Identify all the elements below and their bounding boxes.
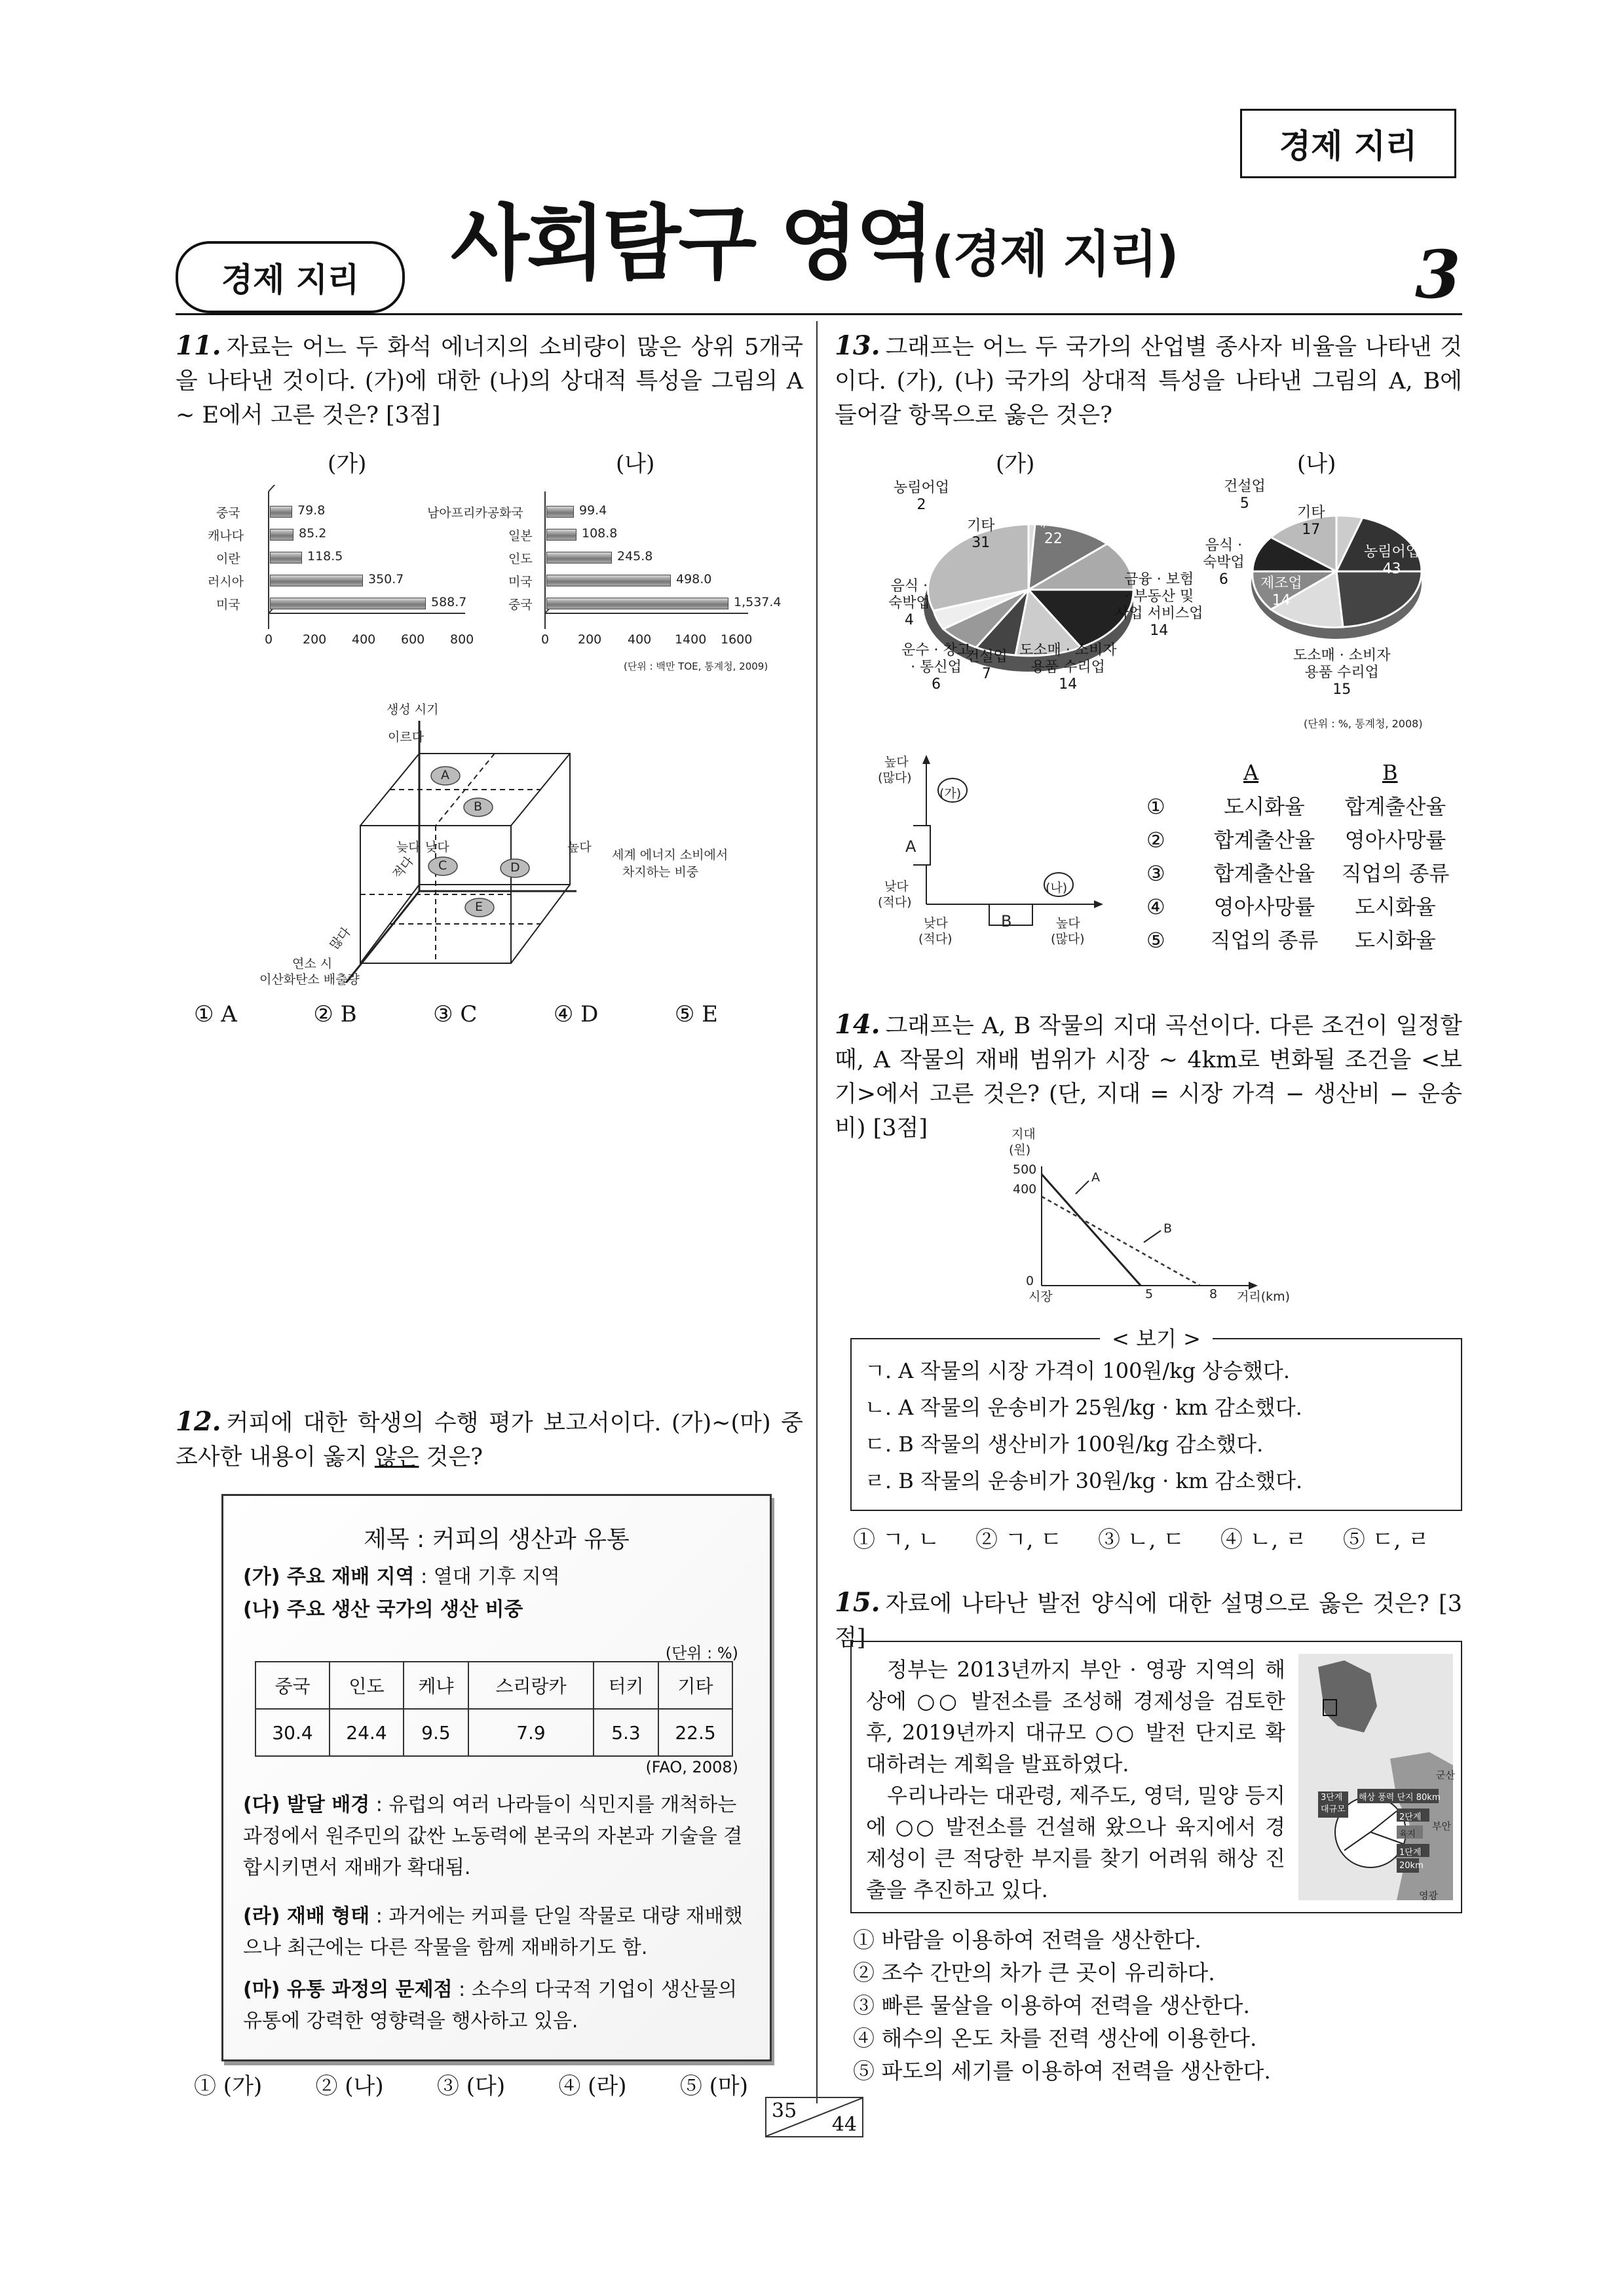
q14-bogi-item-3: ㄷ. B 작물의 생산비가 100원/kg 감소했다. — [865, 1432, 1264, 1457]
q13-stem — [835, 329, 1462, 432]
q12-item-ma — [243, 1974, 747, 2037]
q11-ga-value-3: 350.7 — [368, 572, 404, 586]
q12-th-3: 스리랑카 — [468, 1662, 594, 1709]
q14-line-b — [1042, 1196, 1200, 1286]
q13-axis-a: A — [905, 837, 916, 856]
q13-answer-4[interactable]: ④ 영아사망률 도시화율 — [1146, 894, 1436, 919]
q12-da-body: : 유럽의 여러 나라들이 식민지를 개척하는 과정에서 원주민의 값싼 노동력에 본국의 자본과 기술을 결합시키면서 재배가 확대됨. — [243, 1793, 743, 1879]
q11-cube-point-a: A — [441, 768, 449, 782]
q11-cube-late: 늦다 — [396, 840, 421, 854]
column-divider — [816, 321, 818, 2103]
q11-na-bar-2 — [546, 552, 612, 564]
q13-axis-high-many: (많다) — [878, 771, 912, 785]
header-rule — [176, 313, 1462, 315]
q11-text: 자료는 어느 두 화석 에너지의 소비량이 많은 상위 5개국을 나타낸 것이다. (가)에 대한 (나)의 상대적 특성을 그림의 A ~ E에서 고른 것은? [3점] — [176, 334, 803, 429]
q11-number: 11. — [176, 330, 221, 361]
q15-paragraphs — [866, 1654, 1285, 1905]
q13-answer-3[interactable]: ③ 합계출산율 직업의 종류 — [1146, 861, 1450, 886]
q14-bogi-box — [850, 1326, 1462, 1511]
title-sub: (경제 지리) — [931, 225, 1178, 283]
q11-options — [194, 1001, 718, 1027]
q12-th-5: 기타 — [658, 1662, 732, 1709]
q12-td-0: 30.4 — [255, 1709, 330, 1756]
q13-answer-1[interactable]: ① 도시화율 합계출산율 — [1146, 794, 1446, 819]
q14-bogi-item-4: ㄹ. B 작물의 운송비가 30원/kg · km 감소했다. — [865, 1468, 1303, 1493]
q11-ga-bar-3 — [270, 575, 363, 586]
q12-td-1: 24.4 — [330, 1709, 404, 1756]
q14-y500: 500 — [1013, 1162, 1037, 1177]
page-counter — [765, 2097, 863, 2137]
q14-label-a: A — [1091, 1170, 1100, 1185]
q13-axis-bl: 낮다 — [924, 916, 948, 930]
q12-td-5: 22.5 — [658, 1709, 732, 1756]
q12-ra-head: (라) 재배 형태 — [243, 1905, 370, 1928]
q13-axis-br: 높다 — [1056, 916, 1080, 930]
q14-option-1[interactable]: ① ㄱ, ㄴ — [853, 1527, 940, 1553]
page-counter-current: 35 — [772, 2099, 797, 2122]
q11-ga-bar-1 — [270, 529, 293, 541]
q13-answer-head-a: A — [1243, 760, 1259, 785]
q11-ga-tick-2: 400 — [352, 632, 376, 647]
q11-cube-early: 이르다 — [388, 730, 425, 744]
q13-ga-jejo: 제조업 22 — [1032, 514, 1074, 547]
q15-map-gunsan: 군산 — [1436, 1769, 1455, 1781]
q13-unit: (단위 : %, 통계청, 2008) — [1304, 718, 1423, 730]
q11-ga-bar-2 — [270, 552, 302, 564]
q11-ga-bar-4 — [270, 598, 426, 609]
q14-bogi-item-2: ㄴ. A 작물의 운송비가 25원/kg · km 감소했다. — [865, 1395, 1302, 1420]
q13-ga-fin: 금융 · 보험 · 부동산 및 사업 서비스업 14 — [1115, 571, 1203, 639]
q15-options — [853, 1924, 1456, 2088]
q11-cube-point-b: B — [474, 799, 483, 814]
q14-ylabel-1: 지대 — [1011, 1127, 1036, 1141]
q13-answer-5[interactable]: ⑤ 직업의 종류 도시화율 — [1146, 928, 1436, 953]
q11-cube-x-axis-2: 차지하는 비중 — [622, 865, 699, 879]
q13-axis-ga: (가) — [939, 786, 962, 801]
q13-ga-label: (가) — [996, 451, 1035, 477]
q12-ga-head: (가) 주요 재배 지역 — [243, 1565, 415, 1588]
q11-na-value-2: 245.8 — [617, 549, 653, 564]
q11-ga-bar-0 — [270, 506, 292, 518]
q13-na-label: (나) — [1297, 451, 1336, 477]
q13-ga-food: 음식 · 숙박업 4 — [888, 578, 930, 628]
q12-ma-head: (마) 유통 과정의 문제점 — [243, 1978, 453, 2001]
q11-na-value-4: 1,537.4 — [734, 595, 782, 609]
q13-na-food: 음식 · 숙박업 6 — [1203, 537, 1245, 588]
q12-item-na — [243, 1594, 754, 1626]
q12-th-4: 터키 — [594, 1662, 658, 1709]
q15-number: 15. — [835, 1587, 880, 1618]
q11-ga-tick-0: 0 — [265, 632, 273, 647]
q14-x5: 5 — [1145, 1287, 1154, 1301]
table-row — [255, 1662, 732, 1709]
q11-ga-value-0: 79.8 — [297, 503, 326, 518]
q13-axis-low: 낮다 — [884, 879, 909, 894]
q12-option-3[interactable]: ③ (다) — [436, 2073, 506, 2099]
q12-option-1[interactable]: ① (가) — [194, 2073, 263, 2099]
q12-ga-body: : 열대 기후 지역 — [414, 1565, 560, 1588]
q13-na-jejo: 제조업 14 — [1260, 575, 1302, 609]
q13-ga-sal: 도소매 · 소비자 용품 수리업 14 — [1019, 642, 1117, 693]
q11-na-bar-4 — [546, 598, 728, 609]
q12-th-1: 인도 — [330, 1662, 404, 1709]
q13-axis-bl2: (적다) — [918, 932, 953, 946]
q11-na-tick-4: 1600 — [721, 632, 753, 647]
q15-map-l7: 육지 — [1399, 1829, 1416, 1839]
q13-axis-na: (나) — [1046, 881, 1068, 895]
q12-report — [221, 1494, 772, 2061]
q11-na-bar-3 — [546, 575, 671, 586]
q11-ga-country-1: 캐나다 — [208, 529, 244, 543]
q11-option-2[interactable]: ② B — [313, 1001, 357, 1027]
q13-axis-b: B — [1001, 912, 1012, 930]
q11-cube-z-axis-1: 연소 시 — [292, 957, 333, 971]
table-row — [255, 1709, 732, 1756]
q14-option-3[interactable]: ③ ㄴ, ㄷ — [1097, 1527, 1185, 1553]
q13-na-sal: 도소매 · 소비자 용품 수리업 15 — [1293, 647, 1391, 698]
q11-stem — [176, 329, 803, 432]
q12-ra-body: : 과거에는 커피를 단일 작물로 대량 재배했으나 최근에는 다른 작물을 함께 재배하기도 함. — [243, 1905, 743, 1959]
q15-option-3[interactable]: ③ 빠른 물살을 이용하여 전력을 생산한다. — [853, 1993, 1250, 2018]
q13-na-con: 건설업 5 — [1224, 478, 1266, 512]
q15-map-l3: 2단계 — [1399, 1812, 1422, 1822]
q11-na-country-0: 남아프리카공화국 — [427, 506, 523, 520]
q12-item-da — [243, 1789, 747, 1884]
q11-na-bar-1 — [546, 529, 576, 541]
q11-ga-label: (가) — [328, 451, 367, 477]
q14-x0: 시장 — [1029, 1290, 1053, 1304]
q11-cube-point-e: E — [475, 900, 483, 914]
q11-na-country-4: 중국 — [508, 598, 533, 612]
q13-axis-high: 높다 — [884, 755, 909, 769]
q14-stem — [835, 1008, 1462, 1145]
page-number: 3 — [1415, 236, 1461, 313]
q11-cube-point-d: D — [510, 860, 520, 875]
q14-bogi-list — [865, 1352, 1302, 1499]
q14-y0: 0 — [1026, 1274, 1034, 1288]
q15-map-l1: 3단계 — [1321, 1793, 1343, 1803]
q12-item-ga — [243, 1561, 754, 1593]
q13-ga-con: 건설업 7 — [966, 649, 1008, 682]
q11-na-bar-0 — [546, 506, 574, 518]
q11-na-country-3: 미국 — [508, 575, 533, 589]
q11-na-tick-0: 0 — [541, 632, 550, 647]
q14-option-2[interactable]: ② ㄱ, ㄷ — [975, 1527, 1063, 1553]
q15-option-2[interactable]: ② 조수 간만의 차가 큰 곳이 유리하다. — [853, 1960, 1215, 1985]
q13-answer-2[interactable]: ② 합계출산율 영아사망률 — [1146, 828, 1446, 852]
q11-option-4[interactable]: ④ D — [553, 1001, 599, 1027]
q13-axis-low-few: (적다) — [878, 895, 912, 909]
q13-number: 13. — [835, 330, 880, 361]
q14-options — [853, 1521, 1429, 1554]
q12-td-4: 5.3 — [594, 1709, 658, 1756]
q11-na-country-2: 인도 — [508, 552, 533, 566]
q12-na-head: (나) 주요 생산 국가의 생산 비중 — [243, 1598, 523, 1621]
q11-ga-tick-4: 800 — [450, 632, 474, 647]
q12-text-b: 것은? — [419, 1444, 483, 1470]
q15-map — [1298, 1654, 1453, 1900]
q11-cube-low: 낮다 — [425, 840, 449, 854]
q15-para-1: 정부는 2013년까지 부안 · 영광 지역의 해상에 ○○ 발전소를 조성해 경제성을 검토한 후, 2019년까지 대규모 ○○ 발전 단지로 확대하려는 계획을 발표하였다. — [866, 1657, 1285, 1776]
q11-option-5[interactable]: ⑤ E — [674, 1001, 718, 1027]
q13-ga-gita: 기타 31 — [967, 518, 995, 551]
q11-na-country-1: 일본 — [508, 529, 533, 543]
q11-option-1[interactable]: ① A — [194, 1001, 237, 1027]
q14-text: 그래프는 A, B 작물의 지대 곡선이다. 다른 조건이 일정할 때, A 작물의 재배 범위가 시장 ~ 4km로 변화될 조건을 <보기>에서 고른 것은? (단, 지대 = 시장 가격 − 생산비 − 운송비) [3점] — [835, 1013, 1462, 1141]
q11-ga-country-4: 미국 — [216, 598, 240, 612]
q15-material-box — [850, 1641, 1462, 1913]
q11-ga-country-3: 러시아 — [208, 575, 244, 589]
q12-report-title: 제목 : 커피의 생산과 유통 — [364, 1526, 630, 1553]
q13-ga-tr: 운수 · 창고 · 통신업 6 — [901, 642, 971, 693]
q11-na-label: (나) — [616, 451, 655, 477]
q11-na-tick-1: 200 — [578, 632, 602, 647]
q15-map-l5: 1단계 — [1399, 1848, 1422, 1858]
q11-option-3[interactable]: ③ C — [433, 1001, 478, 1027]
q13-axis-br2: (많다) — [1051, 932, 1085, 946]
q14-ylabel-2: (원) — [1009, 1143, 1031, 1157]
q12-text-a: 커피에 대한 학생의 수행 평가 보고서이다. (가)~(마) 중 조사한 내용이 옳지 — [176, 1410, 803, 1470]
q12-production-table — [255, 1661, 733, 1757]
q11-ga-value-4: 588.7 — [431, 595, 467, 609]
q14-y400: 400 — [1013, 1182, 1037, 1196]
q14-rent-chart — [1035, 1166, 1271, 1297]
q11-ga-tick-3: 600 — [401, 632, 425, 647]
q12-option-2[interactable]: ② (나) — [315, 2073, 384, 2099]
q14-label-b: B — [1163, 1221, 1173, 1236]
q12-text-underline: 않은 — [374, 1444, 419, 1470]
q11-cube-x-axis-1: 세계 에너지 소비에서 — [612, 848, 728, 862]
q11-cube-many: 많다 — [327, 925, 354, 953]
q15-option-5[interactable]: ⑤ 파도의 세기를 이용하여 전력을 생산한다. — [853, 2058, 1271, 2084]
q11-unit: (단위 : 백만 TOE, 통계청, 2009) — [624, 660, 768, 672]
q11-cube-high: 높다 — [567, 840, 592, 854]
q14-line-a — [1042, 1174, 1141, 1286]
q11-cube-few: 적다 — [390, 854, 417, 882]
q14-x8: 8 — [1209, 1287, 1218, 1301]
q11-cube-z-axis-2: 이산화탄소 배출량 — [259, 972, 360, 987]
q11-ga-tick-1: 200 — [303, 632, 327, 647]
q12-ma-body: : 소수의 다국적 기업이 생산물의 유통에 강력한 영향력을 행사하고 있음. — [243, 1978, 738, 2033]
q11-cube-point-c: C — [438, 858, 447, 873]
q15-option-1[interactable]: ① 바람을 이용하여 전력을 생산한다. — [853, 1927, 1201, 1953]
q12-th-2: 케냐 — [404, 1662, 468, 1709]
q15-map-buan: 부안 — [1432, 1820, 1451, 1832]
q13-text: 그래프는 어느 두 국가의 산업별 종사자 비율을 나타낸 것이다. (가), (나) 국가의 상대적 특성을 나타낸 그림의 A, B에 들어갈 항목으로 옳은 것은? — [835, 334, 1462, 429]
q13-answer-head-b: B — [1382, 760, 1398, 785]
q14-bogi-title: < 보기 > — [852, 1322, 1461, 1352]
q15-map-l2: 대규모 — [1321, 1805, 1346, 1814]
q11-na-value-0: 99.4 — [579, 503, 607, 518]
q12-item-ra — [243, 1901, 747, 1964]
q12-option-5[interactable]: ⑤ (마) — [679, 2073, 748, 2099]
q11-na-value-1: 108.8 — [582, 526, 618, 541]
q15-map-yeonggwang: 영광 — [1419, 1890, 1438, 1902]
q11-na-tick-2: 400 — [628, 632, 652, 647]
q14-xlabel: 거리(km) — [1237, 1290, 1291, 1304]
q11-ga-value-2: 118.5 — [307, 549, 343, 564]
q11-ga-value-1: 85.2 — [299, 526, 327, 541]
q11-cube-y-axis: 생성 시기 — [387, 702, 439, 717]
q11-na-value-3: 498.0 — [676, 572, 712, 586]
q12-number: 12. — [176, 1406, 221, 1437]
q12-options — [194, 2068, 748, 2100]
q12-td-2: 9.5 — [404, 1709, 468, 1756]
subject-box: 경제 지리 — [1240, 109, 1456, 178]
q14-bogi-item-1: ㄱ. A 작물의 시장 가격이 100원/kg 상승했다. — [865, 1358, 1290, 1383]
q12-unit: (단위 : %) — [665, 1644, 738, 1662]
q13-na-nong: 농림어업 43 — [1364, 544, 1420, 577]
q15-para-2: 우리나라는 대관령, 제주도, 영덕, 밀양 등지에 ○○ 발전소를 건설해 왔으나 육지에서 경제성이 큰 적당한 부지를 찾기 어려워 해상 진출을 추진하고 있다. — [866, 1783, 1285, 1902]
page-title — [451, 178, 1177, 295]
q14-option-5[interactable]: ⑤ ㄷ, ㄹ — [1342, 1527, 1429, 1553]
q11-cube-diagram — [210, 695, 708, 983]
q12-td-3: 7.9 — [468, 1709, 594, 1756]
q13-answers — [1146, 790, 1461, 957]
q15-map-l6: 20km — [1399, 1861, 1424, 1871]
subject-oval: 경제 지리 — [176, 241, 405, 313]
q12-source: (FAO, 2008) — [645, 1758, 738, 1776]
q15-text: 자료에 나타난 발전 양식에 대한 설명으로 옳은 것은? [3점] — [835, 1591, 1462, 1651]
q13-na-gita: 기타 17 — [1297, 505, 1325, 538]
q14-option-4[interactable]: ④ ㄴ, ㄹ — [1220, 1527, 1308, 1553]
page-counter-total: 44 — [831, 2113, 857, 2136]
q14-number: 14. — [835, 1009, 880, 1040]
q11-na-tick-3: 1400 — [675, 632, 707, 647]
q13-ga-nong: 농림어업 2 — [894, 480, 950, 513]
q12-option-4[interactable]: ④ (라) — [558, 2073, 627, 2099]
q12-da-head: (다) 발달 배경 — [243, 1793, 370, 1816]
q12-stem — [176, 1405, 803, 1474]
q11-ga-country-0: 중국 — [216, 506, 240, 520]
q11-ga-country-2: 이란 — [216, 552, 240, 566]
q15-map-l4: 해상 풍력 단지 80km — [1359, 1793, 1441, 1803]
q15-option-4[interactable]: ④ 해수의 온도 차를 전력 생산에 이용한다. — [853, 2025, 1257, 2051]
q12-th-0: 중국 — [255, 1662, 330, 1709]
title-main: 사회탐구 영역 — [451, 197, 932, 291]
